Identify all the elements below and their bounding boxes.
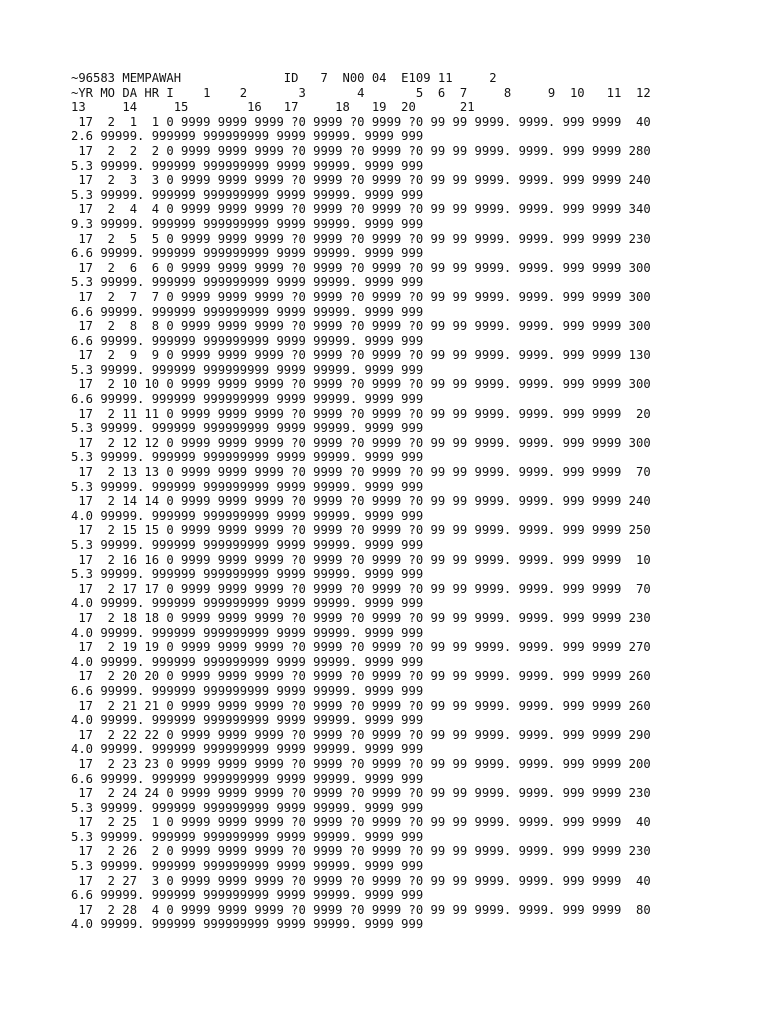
record-line-continued: 6.6 99999. 999999 999999999 9999 99999. 9999 999 (71, 304, 424, 319)
record-line: 17 2 25 1 0 9999 9999 9999 ?0 9999 ?0 9999 ?0 99 99 9999. 9999. 999 9999 40 (71, 815, 651, 830)
record-line-continued: 5.3 99999. 999999 999999999 9999 99999. 9999 999 (71, 567, 424, 582)
record-line-continued: 5.3 99999. 999999 999999999 9999 99999. 9999 999 (71, 859, 424, 874)
record-line: 17 2 20 20 0 9999 9999 9999 ?0 9999 ?0 9999 ?0 99 99 9999. 9999. 999 9999 260 (71, 669, 651, 684)
record-line-continued: 5.3 99999. 999999 999999999 9999 99999. 9999 999 (71, 158, 424, 173)
record-line-continued: 6.6 99999. 999999 999999999 9999 99999. 9999 999 (71, 392, 424, 407)
record-line: 17 2 5 5 0 9999 9999 9999 ?0 9999 ?0 9999 ?0 99 99 9999. 9999. 999 9999 230 (71, 231, 651, 246)
record-line: 17 2 4 4 0 9999 9999 9999 ?0 9999 ?0 9999 ?0 99 99 9999. 9999. 999 9999 340 (71, 202, 651, 217)
record-line-continued: 4.0 99999. 999999 999999999 9999 99999. 9999 999 (71, 917, 424, 932)
record-line-continued: 4.0 99999. 999999 999999999 9999 99999. 9999 999 (71, 596, 424, 611)
record-line: 17 2 11 11 0 9999 9999 9999 ?0 9999 ?0 9999 ?0 99 99 9999. 9999. 999 9999 20 (71, 406, 651, 421)
document-text (71, 71, 651, 932)
record-line-continued: 5.3 99999. 999999 999999999 9999 99999. 9999 999 (71, 538, 424, 552)
record-line: 17 2 26 2 0 9999 9999 9999 ?0 9999 ?0 9999 ?0 99 99 9999. 9999. 999 9999 230 (71, 844, 651, 859)
record-line-continued: 6.6 99999. 999999 999999999 9999 99999. 9999 999 (71, 888, 424, 903)
record-line: 17 2 10 10 0 9999 9999 9999 ?0 9999 ?0 9999 ?0 99 99 9999. 9999. 999 9999 300 (71, 377, 651, 392)
record-line: 17 2 19 19 0 9999 9999 9999 ?0 9999 ?0 9999 ?0 99 99 9999. 9999. 999 9999 270 (71, 640, 651, 655)
record-line-continued: 4.0 99999. 999999 999999999 9999 99999. 9999 999 (71, 713, 424, 728)
record-line: 17 2 15 15 0 9999 9999 9999 ?0 9999 ?0 9999 ?0 99 99 9999. 9999. 999 9999 250 (71, 523, 651, 538)
record-line: 17 2 22 22 0 9999 9999 9999 ?0 9999 ?0 9999 ?0 99 99 9999. 9999. 999 9999 290 (71, 727, 651, 742)
record-line: 17 2 8 8 0 9999 9999 9999 ?0 9999 ?0 9999 ?0 99 99 9999. 9999. 999 9999 300 (71, 319, 651, 334)
record-line-continued: 4.0 99999. 999999 999999999 9999 99999. 9999 999 (71, 654, 424, 669)
record-line-continued: 9.3 99999. 999999 999999999 9999 99999. 9999 999 (71, 216, 424, 231)
record-line: 17 2 13 13 0 9999 9999 9999 ?0 9999 ?0 9999 ?0 99 99 9999. 9999. 999 9999 70 (71, 465, 651, 480)
record-line-continued: 5.3 99999. 999999 999999999 9999 99999. 9999 999 (71, 450, 424, 465)
record-line: 17 2 14 14 0 9999 9999 9999 ?0 9999 ?0 9999 ?0 99 99 9999. 9999. 999 9999 240 (71, 494, 651, 509)
column-header-line-continued: 13 14 15 16 17 18 19 20 21 (71, 100, 475, 115)
record-line: 17 2 16 16 0 9999 9999 9999 ?0 9999 ?0 9999 ?0 99 99 9999. 9999. 999 9999 10 (71, 552, 651, 567)
record-line-continued: 4.0 99999. 999999 999999999 9999 99999. 9999 999 (71, 742, 424, 757)
record-line-continued: 2.6 99999. 999999 999999999 9999 99999. 9999 999 (71, 129, 424, 144)
record-line: 17 2 6 6 0 9999 9999 9999 ?0 9999 ?0 9999 ?0 99 99 9999. 9999. 999 9999 300 (71, 260, 651, 275)
record-line: 17 2 28 4 0 9999 9999 9999 ?0 9999 ?0 9999 ?0 99 99 9999. 9999. 999 9999 80 (71, 902, 651, 917)
record-line-continued: 5.3 99999. 999999 999999999 9999 99999. 9999 999 (71, 275, 424, 290)
record-line-continued: 5.3 99999. 999999 999999999 9999 99999. 9999 999 (71, 421, 424, 436)
record-line: 17 2 12 12 0 9999 9999 9999 ?0 9999 ?0 9999 ?0 99 99 9999. 9999. 999 9999 300 (71, 435, 651, 450)
record-line: 17 2 17 17 0 9999 9999 9999 ?0 9999 ?0 9999 ?0 99 99 9999. 9999. 999 9999 70 (71, 581, 651, 596)
record-line: 17 2 7 7 0 9999 9999 9999 ?0 9999 ?0 9999 ?0 99 99 9999. 9999. 999 9999 300 (71, 289, 651, 304)
station-header-line: ~96583 MEMPAWAH ID 7 N00 04 E109 11 2 (71, 71, 497, 85)
column-header-line: ~YR MO DA HR I 1 2 3 4 5 6 7 8 9 10 11 12 (71, 85, 651, 100)
record-line: 17 2 2 2 0 9999 9999 9999 ?0 9999 ?0 9999 ?0 99 99 9999. 9999. 999 9999 280 (71, 143, 651, 158)
record-line-continued: 5.3 99999. 999999 999999999 9999 99999. 9999 999 (71, 829, 424, 844)
record-line-continued: 6.6 99999. 999999 999999999 9999 99999. 9999 999 (71, 333, 424, 348)
record-line: 17 2 24 24 0 9999 9999 9999 ?0 9999 ?0 9999 ?0 99 99 9999. 9999. 999 9999 230 (71, 786, 651, 801)
record-line-continued: 5.3 99999. 999999 999999999 9999 99999. 9999 999 (71, 187, 424, 202)
record-line: 17 2 9 9 0 9999 9999 9999 ?0 9999 ?0 9999 ?0 99 99 9999. 9999. 999 9999 130 (71, 348, 651, 363)
record-line: 17 2 3 3 0 9999 9999 9999 ?0 9999 ?0 9999 ?0 99 99 9999. 9999. 999 9999 240 (71, 173, 651, 188)
record-line-continued: 6.6 99999. 999999 999999999 9999 99999. 9999 999 (71, 683, 424, 698)
record-line: 17 2 23 23 0 9999 9999 9999 ?0 9999 ?0 9999 ?0 99 99 9999. 9999. 999 9999 200 (71, 756, 651, 771)
record-line-continued: 4.0 99999. 999999 999999999 9999 99999. 9999 999 (71, 508, 424, 523)
record-line-continued: 5.3 99999. 999999 999999999 9999 99999. 9999 999 (71, 479, 424, 494)
record-line: 17 2 21 21 0 9999 9999 9999 ?0 9999 ?0 9999 ?0 99 99 9999. 9999. 999 9999 260 (71, 698, 651, 713)
record-line-continued: 6.6 99999. 999999 999999999 9999 99999. 9999 999 (71, 771, 424, 786)
record-line-continued: 6.6 99999. 999999 999999999 9999 99999. 9999 999 (71, 246, 424, 261)
record-line-continued: 5.3 99999. 999999 999999999 9999 99999. 9999 999 (71, 800, 424, 815)
record-line-continued: 4.0 99999. 999999 999999999 9999 99999. 9999 999 (71, 625, 424, 640)
record-line: 17 2 18 18 0 9999 9999 9999 ?0 9999 ?0 9999 ?0 99 99 9999. 9999. 999 9999 230 (71, 610, 651, 625)
record-line: 17 2 1 1 0 9999 9999 9999 ?0 9999 ?0 9999 ?0 99 99 9999. 9999. 999 9999 40 (71, 114, 651, 129)
record-line: 17 2 27 3 0 9999 9999 9999 ?0 9999 ?0 9999 ?0 99 99 9999. 9999. 999 9999 40 (71, 873, 651, 888)
record-line-continued: 5.3 99999. 999999 999999999 9999 99999. 9999 999 (71, 362, 424, 377)
